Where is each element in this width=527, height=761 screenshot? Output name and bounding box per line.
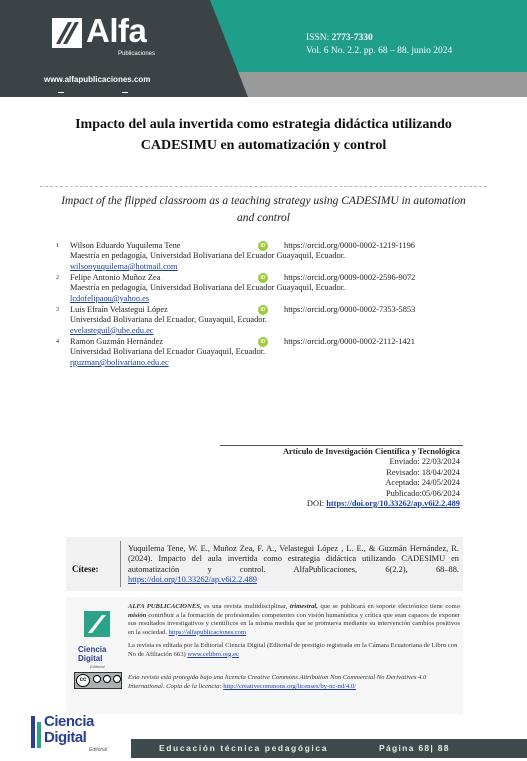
date-accepted: Aceptado: 24/05/2024 (385, 478, 460, 488)
mini-logo-text: Ciencia Digital (78, 645, 107, 663)
author-name: Luis Efraín Velastegui López (70, 305, 168, 314)
citation-doi-link[interactable]: https://doi.org/10.33262/ap.v6i2.2.489 (128, 575, 257, 585)
orcid-icon[interactable]: iD (258, 241, 268, 251)
ciencia-digital-mini-logo (78, 611, 118, 667)
author-name: Felipe Antonio Muñoz Zea (70, 273, 161, 282)
author-block: 3 Luis Efraín Velastegui López iD https://orcid.org/0000-0002-7353-5853 Universidad Bolivariana del Ecuador, Guayaquil, Ecuador. evelasteguil@ube.edu.ec (70, 305, 470, 336)
volume-info: Vol. 6 No. 2.2. pp. 68 – 88. junio 2024 (306, 46, 453, 56)
date-revised: Revisado: 18/04/2024 (386, 467, 460, 477)
author-affiliation: Universidad Bolivariana del Ecuador, Guayaquil, Ecuador. (70, 315, 267, 325)
date-published: Publicado:05/06/2024 (386, 488, 460, 498)
doi-link[interactable]: https://doi.org/10.33262/ap.v6i2.2.489 (326, 499, 460, 509)
alfa-logo-subtitle: Publicaciones (118, 51, 156, 57)
author-email[interactable]: rguzman@bolivariano.edu.ec (70, 357, 169, 367)
author-email[interactable]: wilsonyuquilema@hotmail.com (70, 261, 178, 271)
issn: ISSN: 2773-7330 (306, 33, 373, 43)
orcid-link[interactable]: https://orcid.org/0000-0002-7353-5853 (284, 305, 416, 314)
author-email[interactable]: lcdofelipaou@yahoo.es (70, 293, 150, 303)
author-affiliation: Universidad Bolivariana del Ecuador Guayaquil, Ecuador. (70, 347, 266, 357)
article-type: Artículo de Investigación Científica y Tecnológica (282, 447, 460, 456)
author-affiliation: Maestría en pedagogía, Universidad Bolivariana del Ecuador Guayaquil, Ecuador. (70, 283, 346, 293)
logo-subtitle: Editorial (89, 747, 108, 753)
ciencia-digital-mark-icon (84, 611, 110, 637)
journal-header (0, 0, 527, 97)
ciencia-digital-logo (31, 713, 121, 753)
article-info-divider (220, 445, 463, 446)
citation-text: Yuquilema Tene, W. E., Muñoz Zea, F. A., Velastegui López , L. E., & Guzmán Hernández, R. (2024). Impacto del aula invertida como estrategia didáctica utilizando CADESIMU en automatización y control. AlfaPublicaciones, 6(2.2), 68–88. https://doi.org/10.33262/ap.v6i2.2.489 (128, 544, 459, 585)
citation-label: Cítese: (72, 564, 99, 574)
journal-description: ALFA PUBLICACIONES, es una revista multidisciplinar, trimestral, que se publicará en soporte electrónico tiene como misión contribuir a la formación de profesionales competentes con visión humanística y crítica que sean capaces de exponer sus resultados investigativos y científicos en la misma medida que se promueva mediante su intervención cambios positivos en la sociedad. https://alfapublicaciones.com (128, 603, 460, 636)
orcid-link[interactable]: https://orcid.org/0000-0002-2112-1421 (284, 337, 415, 346)
orcid-icon[interactable]: iD (258, 305, 268, 315)
author-block: 1 Wilson Eduardo Yuquilema Tene iD https://orcid.org/0000-0002-1219-1196 Maestría en pedagogía, Universidad Bolivariana del Ecuador Guayaquil, Ecuador. wilsonyuquilema@hotmail.com (70, 241, 470, 272)
journal-url-link[interactable]: https://alfapublicaciones.com (168, 628, 247, 636)
alfa-logo-icon (52, 18, 82, 48)
citation-divider (120, 541, 121, 587)
title-divider (40, 186, 487, 187)
orcid-icon[interactable]: iD (258, 273, 268, 283)
author-name: Ramon Guzmán Hernández (70, 337, 164, 346)
article-title-english: Impact of the flipped classroom as a teaching strategy using CADESIMU in automation and control (61, 195, 466, 224)
article-info (220, 447, 460, 509)
site-url[interactable]: www.alfapublicaciones.com (44, 75, 151, 84)
article-title: Impacto del aula invertida como estrategia didáctica utilizando CADESIMU en automatización y control (75, 117, 452, 153)
logo-text: Ciencia Digital (44, 713, 94, 746)
footer-page-number: Página 68| 88 (379, 743, 450, 753)
by-icon (93, 675, 101, 683)
editor-note: La revista es editada por la Editorial Ciencia Digital (Editorial de prestigio registrada en la Cámara Ecuatoriana de Libro con No de Afiliación 663) www.celibro.org.ec (128, 642, 458, 658)
author-block: 4 Ramon Guzmán Hernández iD https://orcid.org/0000-0002-2112-1421 Universidad Bolivariana del Ecuador Guayaquil, Ecuador. rguzman@bolivariano.edu.ec (70, 337, 470, 368)
header-dash (122, 92, 128, 93)
author-affiliation: Maestría en pedagogía, Universidad Bolivariana del Ecuador Guayaquil, Ecuador. (70, 251, 346, 261)
header-dash (58, 92, 64, 93)
footer-section: Educación técnica pedagógica (159, 743, 329, 753)
license-url-link[interactable]: http://creativecommons.org/licenses/by-nc-nd/4.0/ (223, 683, 357, 690)
nc-icon (103, 675, 111, 683)
date-received: Enviado: 22/03/2024 (389, 457, 460, 467)
mini-logo-subtitle: Editorial (90, 664, 105, 669)
nd-icon (113, 675, 121, 683)
logo-bar-icon (31, 716, 35, 748)
orcid-link[interactable]: https://orcid.org/0000-0002-1219-1196 (284, 241, 415, 250)
alfa-logo-text: Alfa (86, 12, 147, 49)
creative-commons-badge-icon: cc (74, 672, 122, 689)
editor-url-link[interactable]: www.celibro.org.ec (187, 650, 239, 658)
logo-bar-icon (37, 722, 41, 748)
author-email[interactable]: evelasteguil@ube.edu.ec (70, 325, 154, 335)
license-text: Esta revista está protegida bajo una licencia Creative Commons Attribution Non Commercial No Derivatives 4.0 International. Copia de la licencia: http://creativecommons.org/licenses/by-nc-nd/4.0/ (128, 674, 427, 690)
orcid-icon[interactable]: iD (258, 337, 268, 347)
page-footer (131, 739, 527, 758)
author-name: Wilson Eduardo Yuquilema Tene (70, 241, 181, 250)
author-block: 2 Felipe Antonio Muñoz Zea iD https://orcid.org/0009-0002-2596-9072 Maestría en pedagogía, Universidad Bolivariana del Ecuador Guayaquil, Ecuador. lcdofelipaou@yahoo.es (70, 273, 470, 304)
doi-line: DOI: https://doi.org/10.33262/ap.v6i2.2.489 (306, 499, 460, 509)
orcid-link[interactable]: https://orcid.org/0009-0002-2596-9072 (284, 273, 416, 282)
